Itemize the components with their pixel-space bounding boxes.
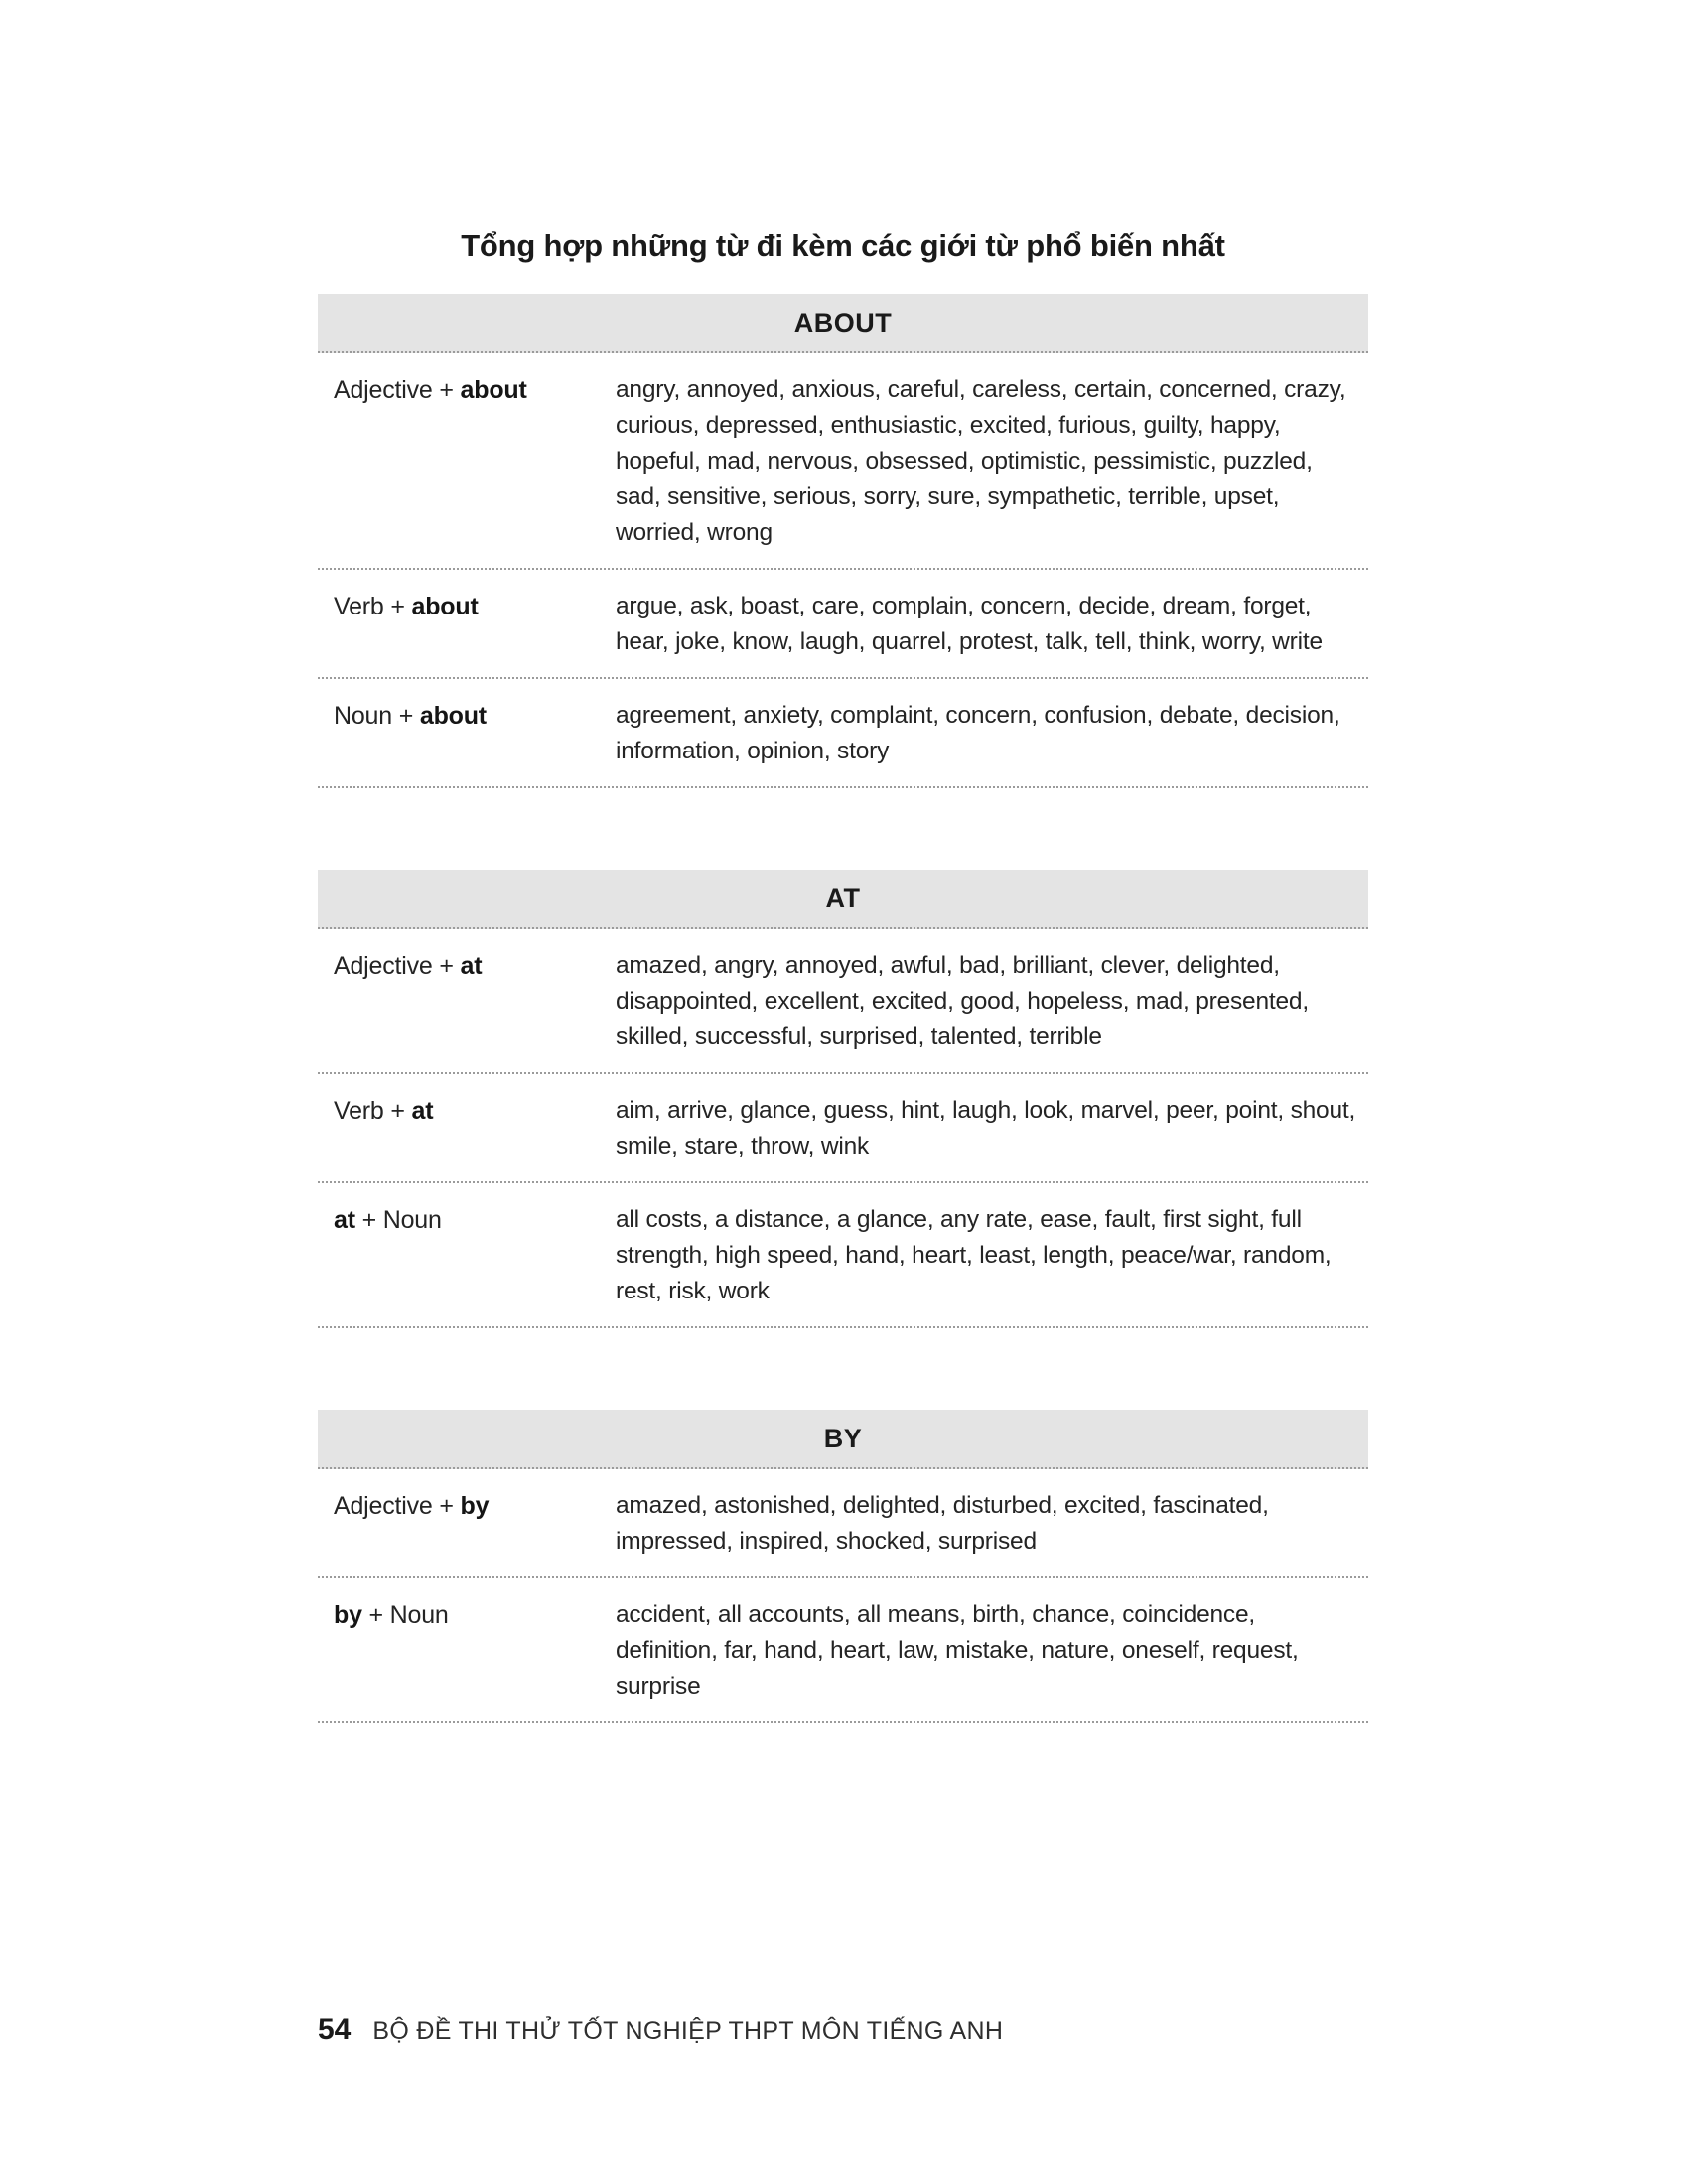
- table-row: [318, 679, 1368, 788]
- table-header: AT: [318, 870, 1368, 929]
- row-label: [318, 694, 616, 769]
- row-label-pre: Adjective +: [334, 952, 461, 980]
- table-header: BY: [318, 1410, 1368, 1469]
- row-label-post: + Noun: [354, 1206, 442, 1234]
- row-label: [318, 1198, 616, 1309]
- row-words: amazed, angry, annoyed, awful, bad, brilliant, clever, delighted, disappointed, excellent, excited, good, hopeless, mad, presented, skilled, successful, surprised, talented, terrible: [616, 952, 1309, 1050]
- page-title: Tổng hợp những từ đi kèm các giới từ phổ biến nhất: [461, 228, 1225, 263]
- row-words: angry, annoyed, anxious, careful, careless, certain, concerned, crazy, curious, depressed, enthusiastic, excited, furious, guilty, happy, hopeful, mad, nervous, obsessed, optimistic, pessimistic, puzzled, sad, sensitive, serious, sorry, sure, sympathetic, terrible, upset, worried, wrong: [616, 376, 1346, 546]
- row-label: [318, 1593, 616, 1705]
- row-words: amazed, astonished, delighted, disturbed, excited, fascinated, impressed, inspired, shocked, surprised: [616, 1492, 1269, 1555]
- row-label-pre: Adjective +: [334, 376, 461, 404]
- row-label: [318, 1089, 616, 1164]
- row-words: argue, ask, boast, care, complain, concern, decide, dream, forget, hear, joke, know, laugh, quarrel, protest, talk, tell, think, worry, write: [616, 593, 1323, 655]
- row-label-bold: at: [411, 1097, 434, 1125]
- row-words: aim, arrive, glance, guess, hint, laugh, look, marvel, peer, point, shout, smile, stare, throw, wink: [616, 1097, 1356, 1160]
- row-label: [318, 944, 616, 1055]
- table-row: [318, 929, 1368, 1074]
- row-label-post: + Noun: [361, 1601, 449, 1629]
- table-row: [318, 1074, 1368, 1183]
- row-label-pre: Noun +: [334, 702, 420, 730]
- footer-book-title: BỘ ĐỀ THI THỬ TỐT NGHIỆP THPT MÔN TIẾNG ANH: [372, 2017, 1004, 2045]
- row-label-bold: by: [334, 1601, 362, 1629]
- row-label-bold: about: [460, 376, 527, 404]
- row-words: all costs, a distance, a glance, any rate, ease, fault, first sight, full strength, high speed, hand, heart, least, length, peace/war, random, rest, risk, work: [616, 1206, 1332, 1304]
- row-label: [318, 585, 616, 660]
- row-label: [318, 368, 616, 551]
- table-header: ABOUT: [318, 294, 1368, 353]
- table-row: [318, 1469, 1368, 1578]
- row-label-bold: at: [334, 1206, 355, 1234]
- row-label: [318, 1484, 616, 1560]
- table-row: [318, 353, 1368, 570]
- row-label-bold: about: [419, 702, 487, 730]
- table-at: [318, 870, 1368, 1328]
- row-label-bold: at: [460, 952, 483, 980]
- page-footer: [318, 2013, 1003, 2047]
- table-row: [318, 1578, 1368, 1723]
- row-label-bold: by: [460, 1492, 490, 1520]
- row-label-pre: Verb +: [334, 1097, 412, 1125]
- table-about: [318, 294, 1368, 788]
- row-label-pre: Verb +: [334, 593, 412, 620]
- row-label-pre: Adjective +: [334, 1492, 461, 1520]
- page-content: [318, 228, 1368, 1723]
- table-row: [318, 1183, 1368, 1328]
- row-words: agreement, anxiety, complaint, concern, confusion, debate, decision, information, opinion, story: [616, 702, 1340, 764]
- page-number: 54: [318, 2013, 352, 2046]
- table-by: [318, 1410, 1368, 1723]
- row-words: accident, all accounts, all means, birth, chance, coincidence, definition, far, hand, heart, law, mistake, nature, oneself, request, surprise: [616, 1601, 1299, 1700]
- row-label-bold: about: [411, 593, 479, 620]
- table-row: [318, 570, 1368, 679]
